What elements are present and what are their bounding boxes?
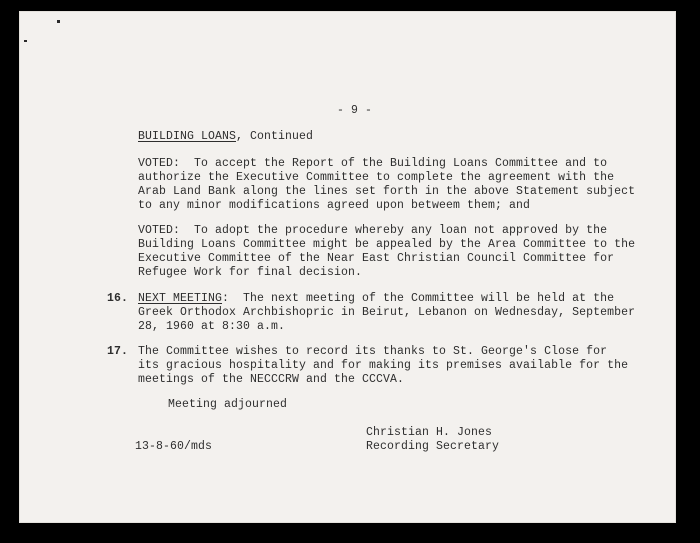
section-heading-title: BUILDING LOANS [138,130,237,143]
document-page [19,11,676,523]
item-16-line: 28, 1960 at 8:30 a.m. [138,320,286,333]
paper-speck [57,20,60,23]
next-meeting-label: NEXT MEETING [138,292,223,305]
vote2-line: Refugee Work for final decision. [138,266,363,279]
paper-speck [24,40,27,42]
vote1-line: to any minor modifications agreed upon betweem them; and [138,199,531,212]
item-16-text: : The next meeting of the Committee will be held at the [222,292,615,305]
vote2-line: VOTED: To adopt the procedure whereby any loan not approved by the [138,224,608,237]
item-16-line: Greek Orthodox Archbishopric in Beirut, Lebanon on Wednesday, September [138,306,636,319]
meeting-adjourned: Meeting adjourned [168,398,288,411]
section-heading [138,130,313,144]
item-17-line: The Committee wishes to record its thanks to St. George's Close for [138,345,608,358]
vote2-line: Building Loans Committee might be appealed by the Area Committee to the [138,238,636,251]
vote1-line: authorize the Executive Committee to complete the agreement with the [138,171,615,184]
section-heading-continued: , Continued [236,130,314,143]
page-number: - 9 - [337,104,373,117]
vote2-line: Executive Committee of the Near East Christian Council Committee for [138,252,615,265]
vote1-line: Arab Land Bank along the lines set forth in the above Statement subject [138,185,636,198]
reference-code: 13-8-60/mds [135,440,213,453]
item-17-number: 17. [107,345,129,358]
item-17-line: meetings of the NECCCRW and the CCCVA. [138,373,405,386]
signatory-title: Recording Secretary [366,440,500,453]
vote1-line: VOTED: To accept the Report of the Building Loans Committee and to [138,157,608,170]
item-16-first-line [138,292,614,306]
item-16-number: 16. [107,292,129,305]
item-17-line: its gracious hospitality and for making its premises available for the [138,359,629,372]
signatory-name: Christian H. Jones [366,426,493,439]
